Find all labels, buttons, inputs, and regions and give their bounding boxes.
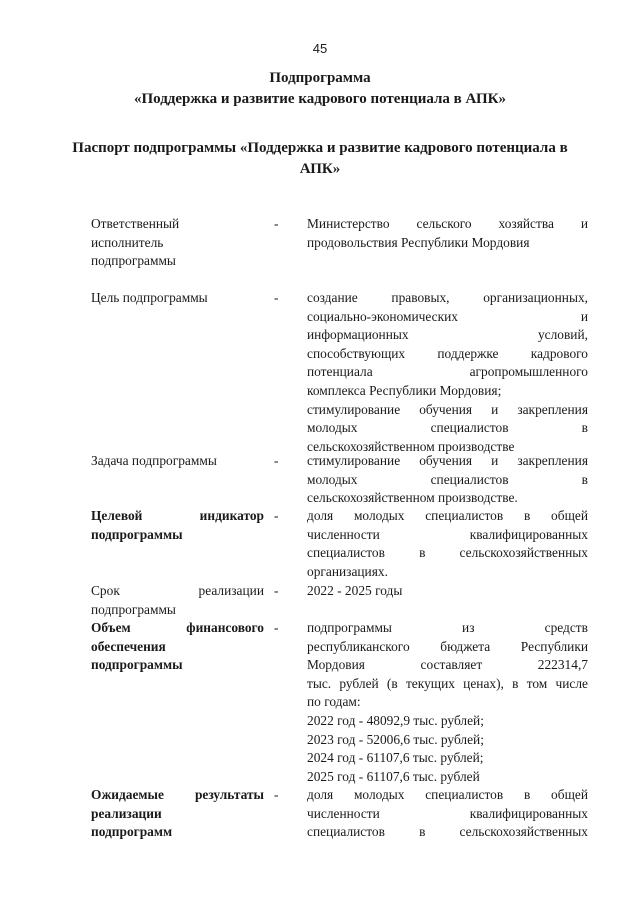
value-line: потенциала агропромышленного (307, 364, 588, 380)
row-dash: - (274, 216, 279, 231)
value-line: численности квалифицированных (307, 805, 588, 821)
row-dash: - (274, 620, 279, 635)
label-line: обеспечения (91, 638, 166, 654)
value-line: специалистов в сельскохозяйственных (307, 545, 588, 561)
passport-title-line1: Паспорт подпрограммы «Поддержка и развитие кадрового потенциала в (72, 140, 568, 156)
value-line: стимулирование обучения и закрепления (307, 401, 588, 417)
row-label (91, 289, 264, 308)
row-label (91, 582, 264, 619)
value-line: специалистов в сельскохозяйственных (307, 824, 588, 840)
value-line: информационных условий, (307, 327, 588, 343)
label-line: Целевой индикатор (91, 508, 264, 523)
value-line: по годам: (307, 694, 361, 710)
row-value (307, 582, 588, 601)
value-line: доля молодых специалистов в общей (307, 787, 588, 802)
value-line: стимулирование обучения и закрепления (307, 453, 588, 468)
label-line: реализации (91, 805, 162, 821)
row-label (91, 215, 264, 271)
label-line: Срок реализации (91, 583, 264, 598)
label-line: Объем финансового (91, 620, 264, 635)
value-line: способствующих поддержке кадрового (307, 345, 588, 361)
value-line: тыс. рублей (в текущих ценах), в том числе (307, 675, 588, 691)
value-line: 2024 год - 61107,6 тыс. рублей; (307, 750, 484, 766)
row-dash: - (274, 453, 279, 468)
label-line: исполнитель (91, 234, 164, 250)
value-line: продовольствия Республики Мордовия (307, 234, 530, 250)
label-line: подпрограммы (91, 601, 176, 617)
label-line: Ответственный (91, 216, 180, 231)
value-line: 2022 год - 48092,9 тыс. рублей; (307, 712, 484, 728)
row-value (307, 289, 588, 456)
row-label (91, 507, 264, 544)
row-label (91, 619, 264, 675)
value-line: сельскохозяйственном производстве. (307, 490, 518, 506)
value-line: 2022 - 2025 годы (307, 583, 403, 598)
value-line: 2025 год - 61107,6 тыс. рублей (307, 768, 480, 784)
subprogram-heading-line1: Подпрограмма (269, 70, 371, 86)
row-dash: - (274, 583, 279, 598)
row-value (307, 452, 588, 508)
label-line: подпрограммы (91, 657, 183, 673)
value-line: молодых специалистов в (307, 471, 588, 487)
value-line: создание правовых, организационных, (307, 290, 588, 305)
value-line: молодых специалистов в (307, 420, 588, 436)
row-value (307, 786, 588, 842)
value-line: численности квалифицированных (307, 526, 588, 542)
label-line: Ожидаемые результаты (91, 787, 264, 802)
value-line: организациях. (307, 563, 388, 579)
value-line: Мордовия составляет 222314,7 (307, 657, 588, 673)
value-line: комплекса Республики Мордовия; (307, 382, 502, 398)
row-dash: - (274, 290, 279, 305)
row-value (307, 619, 588, 786)
label-line: подпрограммы (91, 526, 183, 542)
page-number: 45 (312, 41, 328, 56)
row-dash: - (274, 787, 279, 802)
value-line: 2023 год - 52006,6 тыс. рублей; (307, 731, 484, 747)
value-line: Министерство сельского хозяйства и (307, 216, 588, 231)
subprogram-heading-line2: «Поддержка и развитие кадрового потенциала в АПК» (133, 91, 507, 107)
row-dash: - (274, 508, 279, 523)
row-label (91, 452, 264, 471)
value-line: социально-экономических и (307, 308, 588, 324)
label-line: Цель подпрограммы (91, 290, 208, 305)
label-line: Задача подпрограммы (91, 453, 217, 468)
label-line: подпрограммы (91, 253, 176, 269)
passport-title-line2: АПК» (299, 161, 341, 177)
value-line: доля молодых специалистов в общей (307, 508, 588, 523)
row-label (91, 786, 264, 842)
value-line: республиканского бюджета Республики (307, 638, 588, 654)
value-line: подпрограммы из средств (307, 620, 588, 635)
row-value (307, 215, 588, 252)
value-line: сельскохозяйственном производстве (307, 438, 515, 454)
row-value (307, 507, 588, 581)
label-line: подпрограмм (91, 824, 173, 840)
